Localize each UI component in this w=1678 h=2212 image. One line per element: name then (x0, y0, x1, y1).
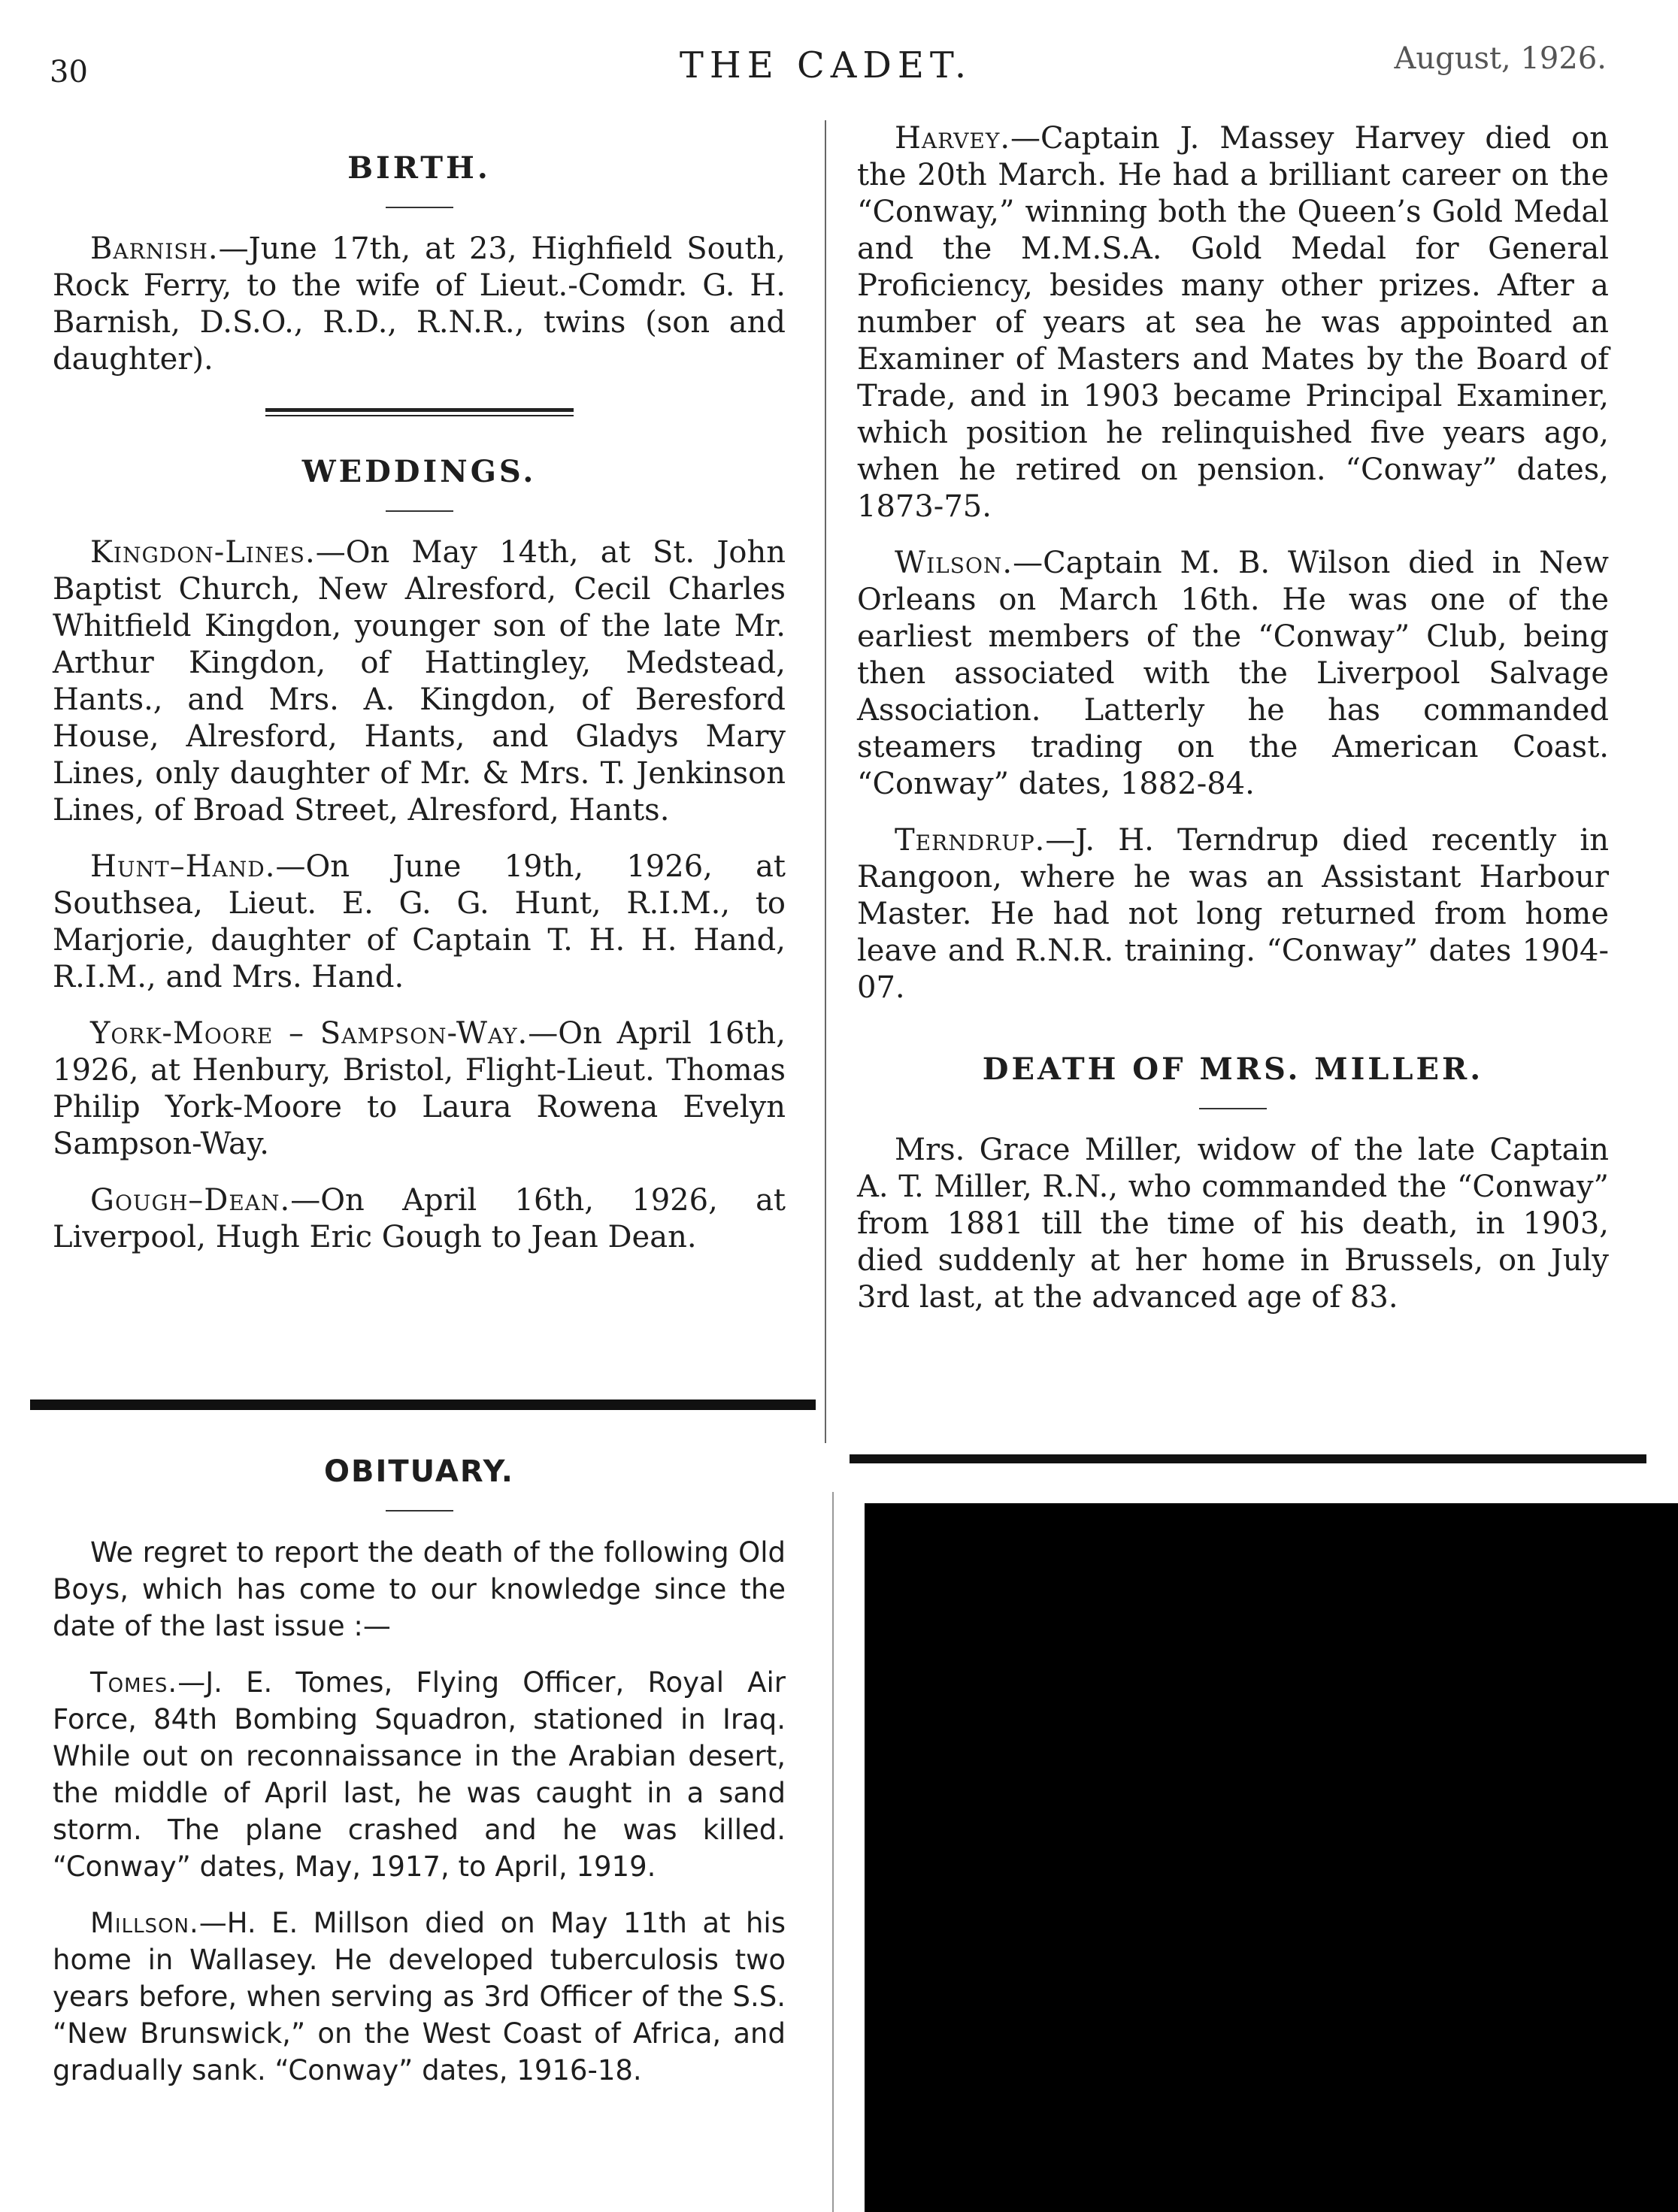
entry-text: —Captain M. B. Wilson died in New Orleans on March 16th. He was one of the earliest members of the “Conway” Club, being then associated with the Liverpool Salvage Association. Latterly he has commanded steamers trading on the American Coast. “Conway” dates, 1882-84. (857, 546, 1609, 801)
entry-name: York-Moore – Sampson-Way. (90, 1016, 529, 1051)
running-head (45, 41, 1607, 89)
obituary-entry (857, 545, 1609, 803)
right-bottom-rule (850, 1454, 1646, 1463)
issue-date: August, 1926. (1394, 41, 1607, 76)
wedding-entry (53, 534, 786, 829)
page-number: 30 (50, 55, 88, 89)
magazine-title: THE CADET. (679, 44, 973, 86)
obituary-intro: We regret to report the death of the following Old Boys, which has come to our knowledge since the date of the last issue :— (53, 1536, 786, 1642)
wedding-entry (53, 1015, 786, 1163)
column-divider (825, 120, 826, 1443)
birth-entry (53, 231, 786, 378)
entry-text: —On June 19th, 1926, at Southsea, Lieut. E. G. G. Hunt, R.I.M., to Marjorie, daughter of Captain T. H. H. Hand, R.I.M., and Mrs. Hand. (53, 849, 786, 994)
entry-text: —On May 14th, at St. John Baptist Church, New Alresford, Cecil Charles Whitfield Kingdon, younger son of the late Mr. Arthur Kingdon, of Hattingley, Medstead, Hants., and Mrs. A. Kingdon, of Beresford House, Alresford, Hants, and Gladys Mary Lines, only daughter of Mr. & Mrs. T. Jenkinson Lines, of Broad Street, Alresford, Hants. (53, 535, 786, 828)
weddings-heading: WEDDINGS. (301, 454, 537, 489)
section-rule (386, 1510, 453, 1511)
section-rule (386, 510, 453, 512)
section-rule (386, 207, 453, 208)
entry-text: —Captain J. Massey Harvey died on the 20th March. He had a brilliant career on the “Conway,” winning both the Queen’s Gold Medal and the M.M.S.A. Gold Medal for General Proficiency, besides many other prizes. After a number of years at sea he was appointed an Examiner of Masters and Mates by the Board of Trade, and in 1903 became Principal Examiner, which position he relinquished five years ago, when he retired on pension. “Conway” dates, 1873-75. (857, 121, 1609, 524)
wedding-entry (53, 849, 786, 996)
obituary-entry (857, 822, 1609, 1006)
column-divider-lower (832, 1492, 834, 2212)
obituary-heading: OBITUARY. (323, 1454, 515, 1489)
entry-text: —H. E. Millson died on May 11th at his home in Wallasey. He developed tuberculosis two years before, when serving as 3rd Officer of the S.S. “New Brunswick,” on the West Coast of Africa, and gradually sank. “Conway” dates, 1916-18. (53, 1907, 786, 2086)
entry-name: Kingdon-Lines. (90, 535, 316, 570)
section-divider (265, 408, 574, 416)
entry-name: Harvey. (895, 121, 1011, 156)
entry-name: Tomes. (90, 1666, 178, 1699)
obituary-entry (53, 1905, 786, 2089)
birth-heading: BIRTH. (347, 150, 491, 186)
entry-text: —On April 16th, 1926, at Henbury, Bristol, Flight-Lieut. Thomas Philip York-Moore to Laura Rowena Evelyn Sampson-Way. (53, 1016, 786, 1161)
entry-text: —On April 16th, 1926, at Liverpool, Hugh Eric Gough to Jean Dean. (53, 1183, 786, 1254)
entry-text: —J. H. Terndrup died recently in Rangoon, where he was an Assistant Harbour Master. He had not long returned from home leave and R.N.R. training. “Conway” dates 1904-07. (857, 823, 1609, 1005)
obituary-entry (857, 120, 1609, 525)
entry-name: Hunt–Hand. (90, 849, 276, 884)
right-column (857, 120, 1609, 1336)
redacted-block (865, 1503, 1678, 2212)
obituary-left-column (53, 1454, 786, 2108)
entry-name: Gough–Dean. (90, 1183, 291, 1218)
left-column (53, 120, 786, 1275)
miller-section (857, 1052, 1609, 1316)
entry-name: Wilson. (895, 546, 1013, 580)
weddings-section (53, 454, 786, 1256)
obituary-top-rule (30, 1400, 816, 1410)
entry-name: Terndrup. (895, 823, 1046, 858)
wedding-entry (53, 1182, 786, 1256)
miller-notice: Mrs. Grace Miller, widow of the late Captain A. T. Miller, R.N., who commanded the “Conway” from 1881 till the time of his death, in 1903, died suddenly at her home in Brussels, on July 3rd last, at the advanced age of 83. (857, 1133, 1609, 1315)
miller-heading: DEATH OF MRS. MILLER. (982, 1052, 1484, 1087)
entry-text: —June 17th, at 23, Highfield South, Rock Ferry, to the wife of Lieut.-Comdr. G. H. Barnish, D.S.O., R.D., R.N.R., twins (son and daughter). (53, 231, 786, 377)
obituary-entry (53, 1664, 786, 1885)
entry-name: Millson. (90, 1907, 199, 1939)
entry-text: —J. E. Tomes, Flying Officer, Royal Air Force, 84th Bombing Squadron, stationed in Iraq. While out on reconnaissance in the Arabian desert, the middle of April last, he was caught in a sand storm. The plane crashed and he was killed. “Conway” dates, May, 1917, to April, 1919. (53, 1666, 786, 1883)
section-rule (1199, 1108, 1267, 1109)
entry-name: Barnish. (90, 231, 219, 266)
birth-section (53, 150, 786, 378)
